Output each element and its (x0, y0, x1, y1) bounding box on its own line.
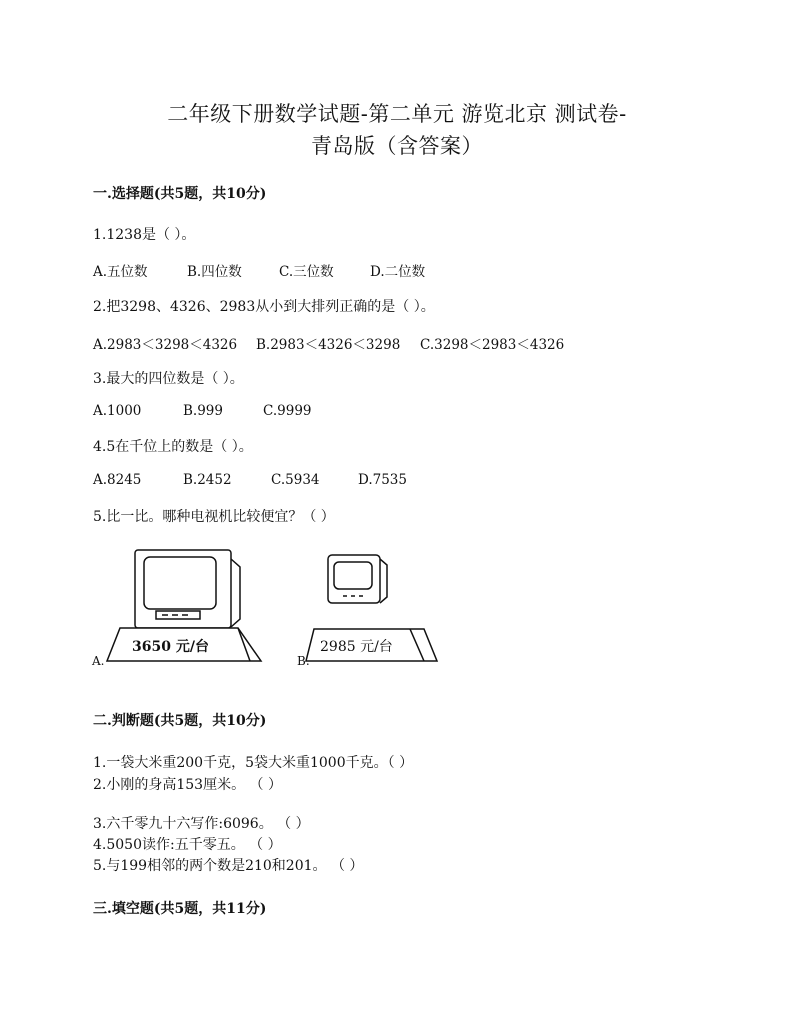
question-5: 5.比一比。哪种电视机比较便宜？（ ） (93, 509, 335, 525)
judge-item-5: 5.与199相邻的两个数是210和201。 （ ） (93, 858, 364, 874)
small-tv-icon (328, 555, 387, 603)
large-tv-icon (135, 550, 240, 628)
section-2-heading: 二.判断题(共5题，共10分) (93, 713, 267, 729)
section-1-heading: 一.选择题(共5题，共10分) (93, 186, 267, 202)
q3-option-c: C.9999 (263, 403, 312, 419)
page-title-line-1: 二年级下册数学试题-第二单元 游览北京 测试卷- (167, 102, 627, 126)
q2-option-c: C.3298＜2983＜4326 (420, 337, 565, 353)
q1-option-a: A.五位数 (93, 264, 148, 280)
question-1: 1.1238是（ ）。 (93, 227, 196, 243)
q2-option-b: B.2983＜4326＜3298 (256, 337, 401, 353)
tv-option-b-label: B. (297, 654, 310, 668)
q1-option-b: B.四位数 (187, 264, 242, 280)
question-2: 2.把3298、4326、2983从小到大排列正确的是（ ）。 (93, 299, 435, 315)
judge-item-1: 1.一袋大米重200千克，5袋大米重1000千克。（ ） (93, 755, 414, 771)
judge-item-4: 4.5050读作:五千零五。 （ ） (93, 837, 282, 853)
tv-option-a-label: A. (92, 654, 105, 668)
question-4: 4.5在千位上的数是（ ）。 (93, 439, 253, 455)
q4-option-d: D.7535 (358, 472, 407, 488)
judge-item-2: 2.小刚的身高153厘米。 （ ） (93, 777, 282, 793)
judge-item-3: 3.六千零九十六写作:6096。 （ ） (93, 816, 310, 832)
q3-option-a: A.1000 (93, 403, 142, 419)
q4-option-a: A.8245 (93, 472, 142, 488)
q2-option-a: A.2983＜3298＜4326 (93, 337, 238, 353)
q1-option-c: C.三位数 (279, 264, 334, 280)
q1-option-d: D.二位数 (370, 264, 426, 280)
q4-option-b: B.2452 (183, 472, 232, 488)
question-3: 3.最大的四位数是（ ）。 (93, 371, 244, 387)
tv-comparison-figure (90, 545, 450, 675)
section-3-heading: 三.填空题(共5题，共11分) (93, 901, 267, 917)
page-title-line-2: 青岛版（含答案） (311, 134, 483, 158)
q3-option-b: B.999 (183, 403, 223, 419)
price-a: 3650 元/台 (132, 639, 209, 655)
q4-option-c: C.5934 (271, 472, 320, 488)
price-b: 2985 元/台 (320, 639, 393, 655)
